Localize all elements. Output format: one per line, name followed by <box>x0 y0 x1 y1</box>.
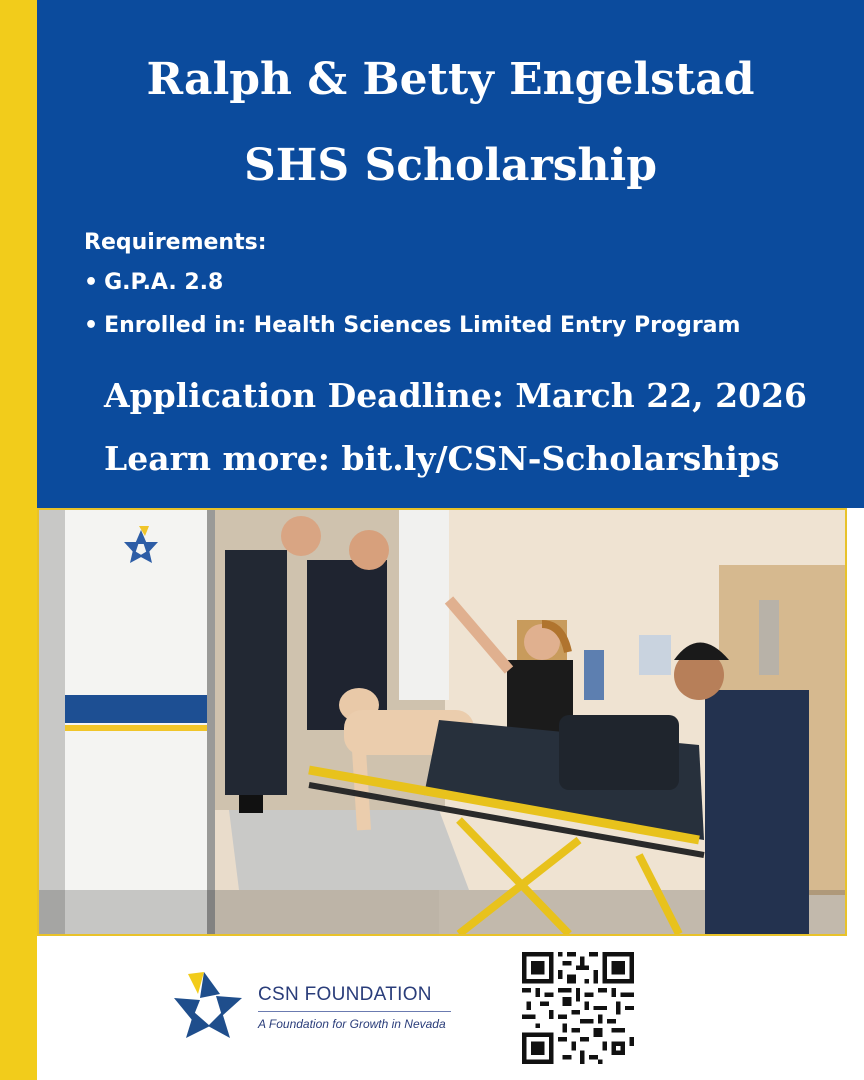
bullet: • <box>84 313 99 338</box>
requirement-item <box>84 269 223 297</box>
requirement-program: Enrolled in: Health Sciences Limited Entry Program <box>104 313 741 338</box>
requirements-heading: Requirements: <box>84 230 267 255</box>
ems-training-photo <box>37 508 847 936</box>
photo-illustration <box>39 510 845 934</box>
yellow-side-stripe <box>0 0 37 1080</box>
bullet: • <box>84 270 99 295</box>
application-deadline: Application Deadline: March 22, 2026 <box>104 376 807 415</box>
foundation-name: CSN FOUNDATION <box>258 984 432 1005</box>
qr-code-icon[interactable] <box>522 952 634 1064</box>
csn-star-logo-icon <box>168 968 248 1048</box>
divider <box>258 1011 451 1012</box>
learn-more-link[interactable]: Learn more: bit.ly/CSN-Scholarships <box>104 439 780 478</box>
foundation-tagline: A Foundation for Growth in Nevada <box>258 1017 446 1031</box>
scholarship-title-line-1: Ralph & Betty Engelstad <box>146 54 755 105</box>
requirement-gpa: G.P.A. 2.8 <box>104 270 224 295</box>
scholarship-title-line-2: SHS Scholarship <box>244 140 657 191</box>
requirement-item <box>84 312 740 340</box>
